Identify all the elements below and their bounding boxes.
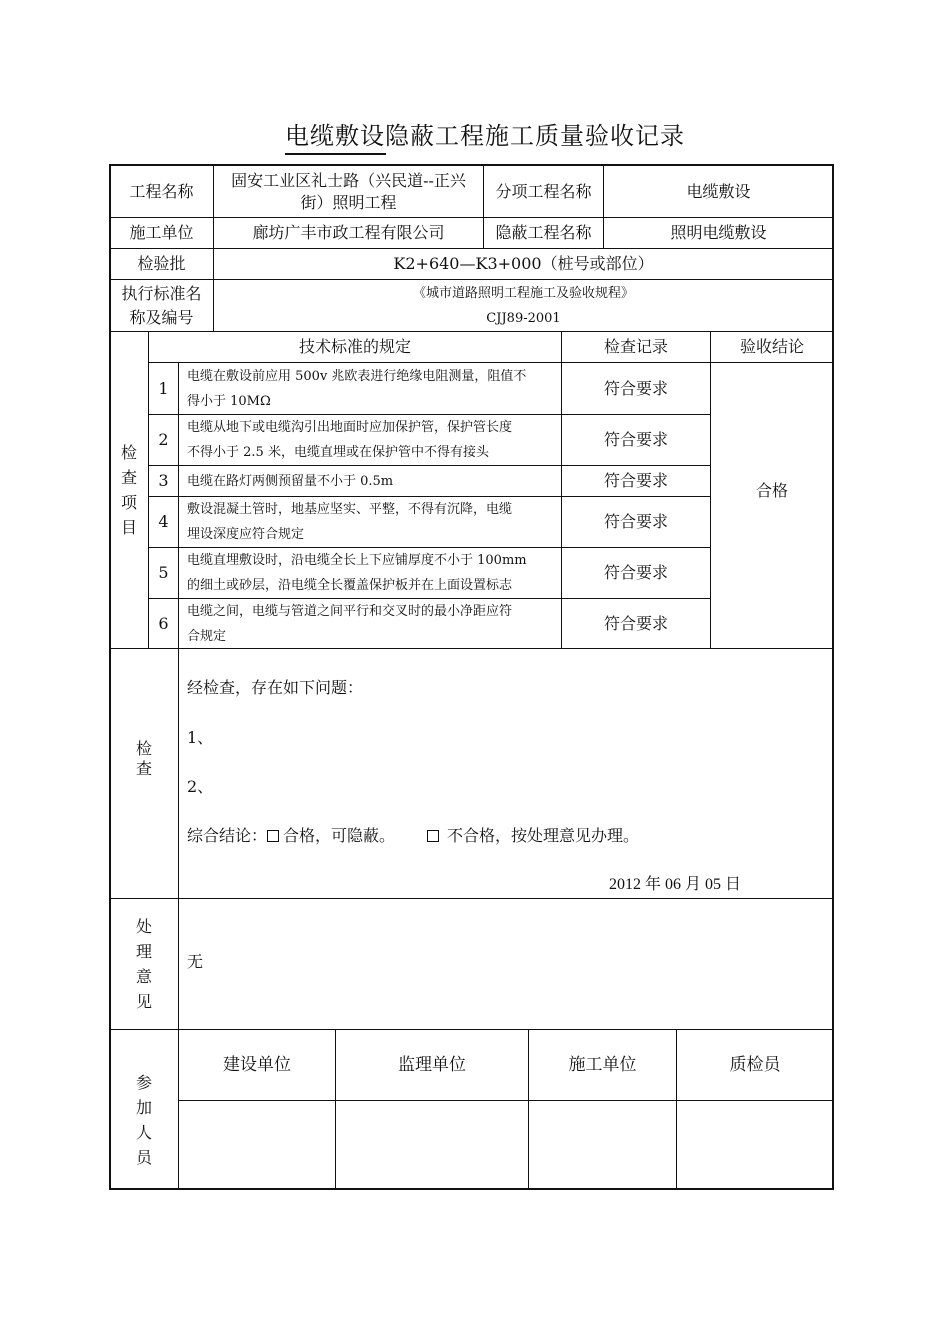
check-date: 2012 年 06 月 05 日 — [608, 876, 741, 893]
handling-value: 无 — [187, 952, 204, 971]
participant-column-supervisor: 监理单位 — [398, 1055, 466, 1075]
check-label-char: 检 — [135, 739, 152, 758]
page-title: 电缆敷设隐蔽工程施工质量验收记录 — [285, 122, 685, 150]
check-section-label — [110, 649, 178, 869]
inspection-label-char: 项 — [120, 493, 137, 512]
pass-checkbox[interactable] — [267, 830, 279, 842]
item-requirement-line2: 合规定 — [187, 628, 227, 644]
fail-checkbox[interactable] — [427, 830, 439, 842]
item-number: 6 — [158, 613, 169, 633]
signature-cell-contractor[interactable] — [529, 1101, 676, 1189]
item-requirement: 电缆在路灯两侧预留量不小于 0.5m — [187, 473, 394, 489]
item-record: 符合要求 — [603, 430, 668, 449]
check-intro: 经检查，存在如下问题： — [187, 678, 364, 697]
participants-label-char: 加 — [135, 1097, 152, 1117]
item-number: 2 — [158, 430, 169, 449]
item-number: 4 — [158, 512, 169, 531]
participants-label-char: 员 — [135, 1147, 152, 1167]
handling-label-char: 处 — [135, 917, 152, 936]
item-requirement-line2: 得小于 10MΩ — [187, 393, 271, 409]
column-header-conclusion: 验收结论 — [739, 337, 804, 356]
item-number: 3 — [158, 471, 169, 490]
check-issue-1: 1、 — [187, 728, 214, 747]
project-name-value — [214, 166, 483, 217]
acceptance-conclusion-value: 合格 — [755, 480, 788, 500]
standard-label-line1: 执行标准名 — [121, 283, 202, 303]
check-issue-2: 2、 — [187, 777, 214, 796]
standard-value — [214, 280, 833, 331]
option-fail-label: 不合格，按处理意见办理。 — [447, 826, 640, 845]
item-requirement-line1: 电缆在敷设前应用 500v 兆欧表进行绝缘电阻测量，阻值不 — [187, 368, 527, 384]
handling-label-char: 意 — [135, 967, 152, 986]
inspection-label-char: 检 — [120, 443, 137, 462]
item-requirement-line1: 电缆直埋敷设时，沿电缆全长上下应铺厚度不小于 100mm — [187, 553, 527, 568]
project-name-value-line1: 固安工业区礼士路（兴民道--正兴 — [231, 170, 466, 190]
item-requirement — [187, 548, 559, 598]
item-requirement-line1: 电缆之间，电缆与管道之间平行和交叉时的最小净距应符 — [187, 603, 513, 619]
handling-section-label — [110, 899, 178, 1029]
participants-section-label — [110, 1030, 178, 1189]
check-summary — [187, 824, 807, 848]
project-name-label: 工程名称 — [129, 181, 194, 201]
construction-unit-value: 廊坊广丰市政工程有限公司 — [252, 223, 445, 242]
standard-label-line2: 称及编号 — [129, 307, 194, 327]
column-header-record: 检查记录 — [603, 337, 668, 356]
concealed-name-value: 照明电缆敷设 — [670, 223, 767, 242]
handling-label-char: 见 — [135, 992, 152, 1011]
inspection-label-char: 目 — [120, 518, 137, 537]
grid-line — [178, 362, 179, 648]
signature-cell-client[interactable] — [179, 1101, 335, 1189]
item-requirement-line1: 敷设混凝土管时，地基应坚实、平整，不得有沉降，电缆 — [187, 502, 513, 517]
participant-column-inspector: 质检员 — [729, 1055, 781, 1075]
column-header-standard: 技术标准的规定 — [298, 337, 411, 356]
inspection-label-char: 查 — [120, 468, 137, 487]
summary-label: 综合结论： — [187, 826, 268, 845]
inspection-items-label — [110, 332, 148, 648]
item-number: 5 — [158, 563, 169, 582]
item-requirement — [187, 415, 559, 465]
batch-label: 检验批 — [137, 254, 186, 273]
item-requirement — [187, 599, 559, 648]
standard-value-line2: CJJ89-2001 — [486, 310, 561, 326]
handling-label-char: 理 — [135, 942, 152, 961]
item-record: 符合要求 — [603, 512, 668, 531]
item-requirement-line2: 不得小于 2.5 米，电缆直埋或在保护管中不得有接头 — [187, 445, 489, 460]
check-label-char: 查 — [135, 759, 152, 778]
item-record: 符合要求 — [603, 378, 668, 398]
sub-project-value: 电缆敷设 — [686, 181, 751, 201]
sub-project-label: 分项工程名称 — [495, 181, 592, 201]
standard-value-line1: 《城市道路照明工程施工及验收规程》 — [412, 285, 634, 301]
signature-cell-supervisor[interactable] — [336, 1101, 528, 1189]
item-record: 符合要求 — [603, 563, 668, 582]
standard-label — [110, 280, 213, 331]
batch-value: K2+640—K3+000（桩号或部位） — [393, 254, 654, 273]
construction-unit-label: 施工单位 — [129, 223, 194, 242]
concealed-name-label: 隐蔽工程名称 — [495, 223, 592, 242]
item-record: 符合要求 — [603, 471, 668, 490]
item-requirement-line2: 的细土或砂层，沿电缆全长覆盖保护板并在上面设置标志 — [187, 578, 513, 593]
title-underline — [285, 153, 386, 155]
item-requirement-line2: 埋设深度应符合规定 — [187, 527, 305, 542]
grid-line — [110, 898, 833, 899]
participants-label-char: 参 — [135, 1072, 152, 1092]
item-number: 1 — [158, 378, 169, 398]
project-name-value-line2: 街）照明工程 — [300, 192, 397, 212]
item-requirement-line1: 电缆从地下或电缆沟引出地面时应加保护管，保护管长度 — [187, 420, 513, 435]
signature-cell-inspector[interactable] — [677, 1101, 833, 1189]
participant-column-contractor: 施工单位 — [568, 1055, 637, 1075]
participants-label-char: 人 — [135, 1122, 152, 1142]
item-requirement — [187, 497, 559, 547]
option-pass-label: 合格，可隐蔽。 — [283, 826, 396, 845]
item-record: 符合要求 — [603, 613, 668, 633]
item-requirement — [187, 363, 559, 414]
participant-column-client: 建设单位 — [223, 1055, 291, 1075]
